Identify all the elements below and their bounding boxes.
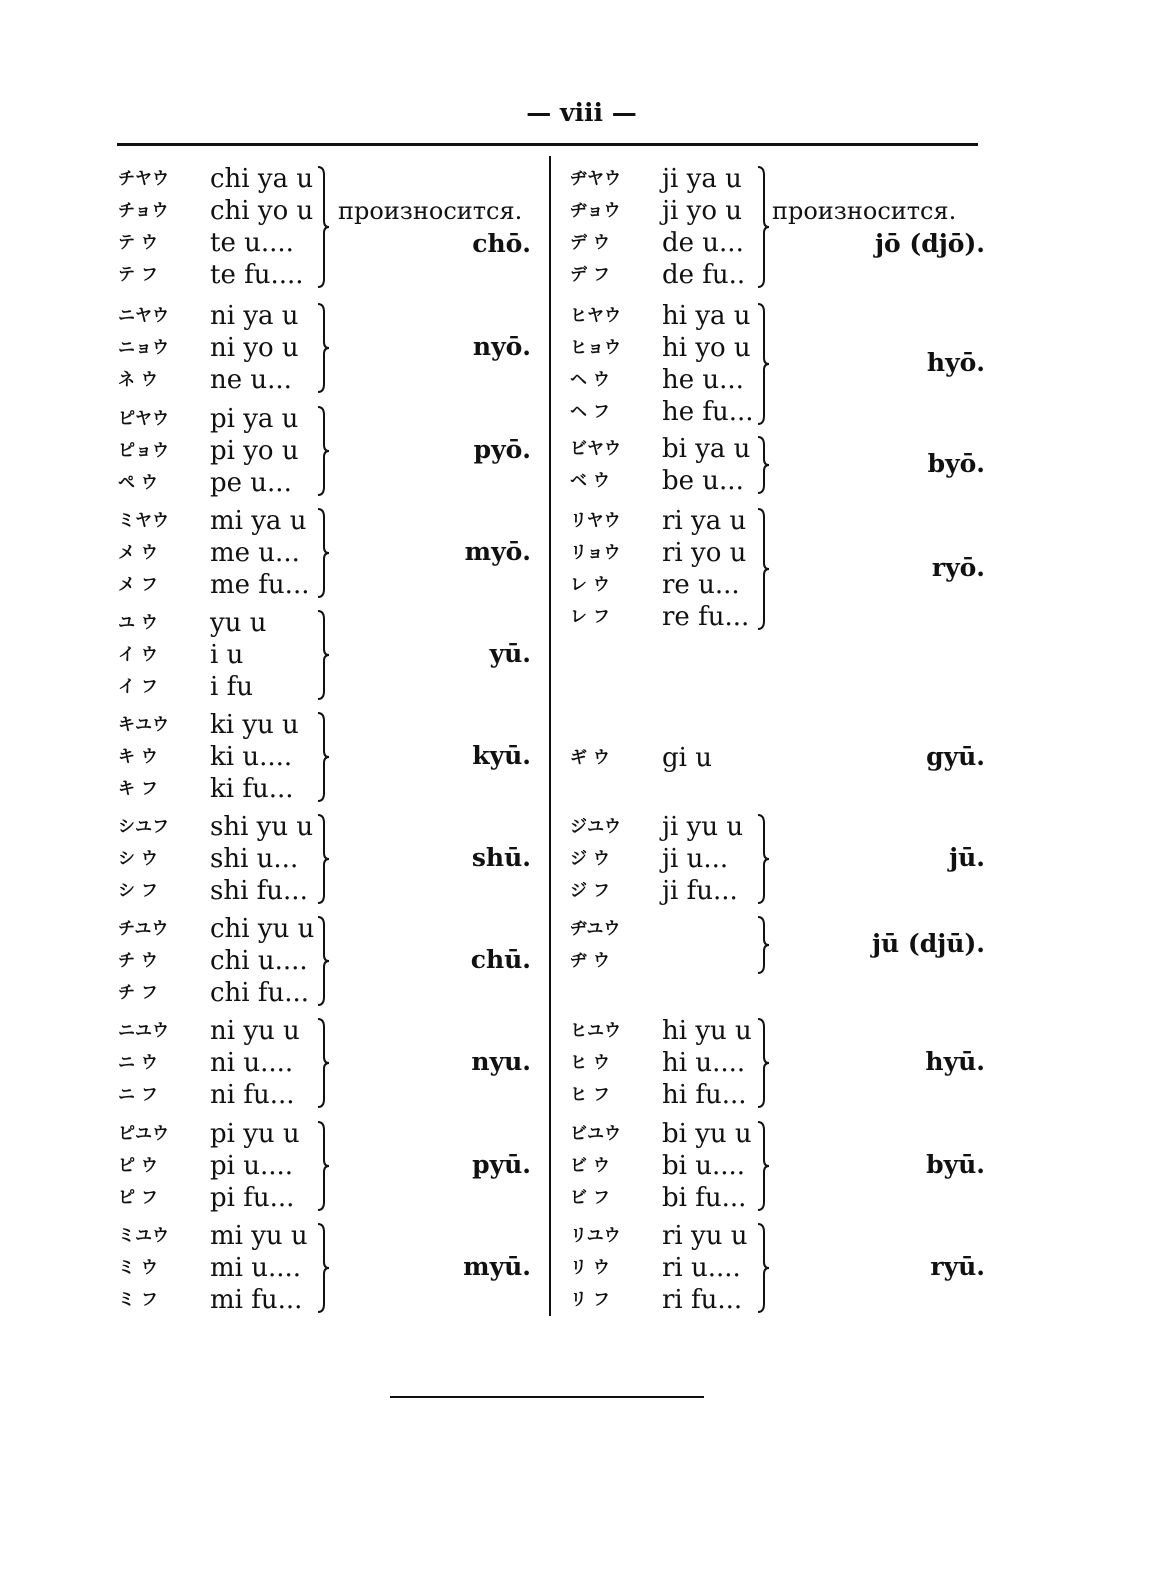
katakana-spelling: ビヤウ bbox=[570, 439, 621, 459]
romanized-spelling: chi u.... bbox=[210, 946, 308, 976]
brace-icon bbox=[756, 1222, 770, 1314]
romanized-spelling: me fu... bbox=[210, 570, 310, 600]
brace-icon bbox=[756, 915, 770, 975]
bottom-rule bbox=[390, 1396, 704, 1398]
brace-icon bbox=[316, 507, 330, 599]
pronunciation-result: nyu. bbox=[471, 1047, 531, 1076]
pronunciation-result: pyō. bbox=[473, 435, 531, 464]
romanized-spelling: bi ya u bbox=[662, 434, 751, 464]
katakana-spelling: ジ ウ bbox=[570, 849, 610, 869]
pronunciation-result: chō. bbox=[472, 229, 531, 258]
pronunciation-result: nyō. bbox=[472, 332, 531, 361]
katakana-spelling: リユウ bbox=[570, 1226, 621, 1246]
romanized-spelling: he u... bbox=[662, 365, 744, 395]
katakana-spelling: ピヤウ bbox=[118, 409, 169, 429]
katakana-spelling: ニョウ bbox=[118, 338, 169, 358]
romanized-spelling: ji ya u bbox=[662, 164, 742, 194]
syllable-group bbox=[118, 505, 531, 601]
romanized-spelling: hi ya u bbox=[662, 301, 751, 331]
romanized-spelling: ni ya u bbox=[210, 301, 299, 331]
brace-icon bbox=[316, 405, 330, 497]
romanized-spelling: gi u bbox=[662, 743, 712, 773]
katakana-spelling: ミユウ bbox=[118, 1226, 169, 1246]
katakana-spelling: メ フ bbox=[118, 575, 158, 595]
romanized-spelling: chi yu u bbox=[210, 914, 315, 944]
syllable-group bbox=[570, 913, 985, 977]
syllable-group bbox=[570, 1015, 985, 1111]
pronunciation-result: hyū. bbox=[925, 1047, 985, 1076]
katakana-spelling: メ ウ bbox=[118, 543, 158, 563]
romanized-spelling: shi u... bbox=[210, 844, 299, 874]
romanized-spelling: pe u... bbox=[210, 468, 292, 498]
katakana-spelling: ピ フ bbox=[118, 1188, 158, 1208]
katakana-spelling: ビユウ bbox=[570, 1124, 621, 1144]
page-number: — viii — bbox=[526, 98, 637, 127]
romanized-spelling: pi yu u bbox=[210, 1119, 300, 1149]
katakana-spelling: ギ ウ bbox=[570, 748, 610, 768]
romanized-spelling: ki fu... bbox=[210, 774, 294, 804]
katakana-spelling: リ フ bbox=[570, 1290, 610, 1310]
pronunciation-result: myū. bbox=[463, 1252, 531, 1281]
katakana-spelling: ミ ウ bbox=[118, 1258, 158, 1278]
pronunciation-result: jū (djū). bbox=[872, 929, 985, 958]
romanized-spelling: shi fu... bbox=[210, 876, 308, 906]
katakana-spelling: ヂ ウ bbox=[570, 951, 610, 971]
romanized-spelling: pi yo u bbox=[210, 436, 299, 466]
katakana-spelling: チ フ bbox=[118, 983, 158, 1003]
syllable-group bbox=[118, 163, 531, 291]
romanized-spelling: chi fu... bbox=[210, 978, 310, 1008]
romanized-spelling: ne u... bbox=[210, 365, 292, 395]
pronunciation-note: произносится. bbox=[772, 197, 957, 225]
romanized-spelling: me u... bbox=[210, 538, 300, 568]
katakana-spelling: ニ ウ bbox=[118, 1053, 158, 1073]
romanized-spelling: pi ya u bbox=[210, 404, 299, 434]
katakana-spelling: シユフ bbox=[118, 817, 169, 837]
pronunciation-result: kyū. bbox=[472, 741, 531, 770]
katakana-spelling: ピユウ bbox=[118, 1124, 169, 1144]
romanized-spelling: ni yo u bbox=[210, 333, 299, 363]
brace-icon bbox=[756, 165, 770, 289]
romanized-spelling: bi u.... bbox=[662, 1151, 746, 1181]
brace-icon bbox=[316, 1017, 330, 1109]
romanized-spelling: bi fu... bbox=[662, 1183, 747, 1213]
romanized-spelling: ri ya u bbox=[662, 506, 747, 536]
katakana-spelling: ジ フ bbox=[570, 881, 610, 901]
romanized-spelling: te fu.... bbox=[210, 260, 304, 290]
katakana-spelling: ネ ウ bbox=[118, 370, 158, 390]
syllable-group bbox=[570, 433, 985, 497]
katakana-spelling: チヤウ bbox=[118, 169, 169, 189]
pronunciation-result: jū. bbox=[949, 843, 985, 872]
pronunciation-result: ryō. bbox=[931, 553, 985, 582]
brace-icon bbox=[316, 1222, 330, 1314]
katakana-spelling: ニユウ bbox=[118, 1021, 169, 1041]
syllable-group bbox=[118, 811, 531, 907]
katakana-spelling: リョウ bbox=[570, 543, 621, 563]
syllable-group bbox=[570, 300, 985, 428]
katakana-spelling: ヒ ウ bbox=[570, 1053, 610, 1073]
katakana-spelling: キ フ bbox=[118, 779, 158, 799]
pronunciation-result: jō (djō). bbox=[875, 229, 985, 258]
syllable-group bbox=[118, 607, 531, 703]
syllable-group bbox=[118, 300, 531, 396]
katakana-spelling: ヒョウ bbox=[570, 338, 621, 358]
katakana-spelling: ビ フ bbox=[570, 1188, 610, 1208]
brace-icon bbox=[316, 915, 330, 1007]
katakana-spelling: ニヤウ bbox=[118, 306, 169, 326]
katakana-spelling: レ ウ bbox=[570, 575, 610, 595]
romanized-spelling: ri yu u bbox=[662, 1221, 748, 1251]
katakana-spelling: シ フ bbox=[118, 881, 158, 901]
pronunciation-result: ryū. bbox=[930, 1252, 985, 1281]
syllable-group bbox=[570, 163, 985, 291]
romanized-spelling: mi fu... bbox=[210, 1285, 303, 1315]
katakana-spelling: イ フ bbox=[118, 677, 158, 697]
romanized-spelling: mi yu u bbox=[210, 1221, 308, 1251]
katakana-spelling: ヘ フ bbox=[570, 402, 610, 422]
syllable-group bbox=[118, 913, 531, 1009]
pronunciation-result: hyō. bbox=[926, 348, 985, 377]
pronunciation-result: pyū. bbox=[472, 1150, 531, 1179]
brace-icon bbox=[316, 711, 330, 803]
katakana-spelling: テ ウ bbox=[118, 233, 158, 253]
katakana-spelling: リ ウ bbox=[570, 1258, 610, 1278]
romanized-spelling: re u... bbox=[662, 570, 740, 600]
romanized-spelling: chi yo u bbox=[210, 196, 314, 226]
romanized-spelling: shi yu u bbox=[210, 812, 314, 842]
pronunciation-note: произносится. bbox=[338, 197, 523, 225]
syllable-group bbox=[118, 403, 531, 499]
katakana-spelling: イ ウ bbox=[118, 645, 158, 665]
katakana-spelling: デ フ bbox=[570, 265, 610, 285]
katakana-spelling: ニ フ bbox=[118, 1085, 158, 1105]
romanized-spelling: hi fu... bbox=[662, 1080, 747, 1110]
romanized-spelling: ji yu u bbox=[662, 812, 744, 842]
romanized-spelling: re fu... bbox=[662, 602, 750, 632]
katakana-spelling: ヒヤウ bbox=[570, 306, 621, 326]
romanized-spelling: ni u.... bbox=[210, 1048, 294, 1078]
romanized-spelling: ni yu u bbox=[210, 1016, 300, 1046]
pronunciation-result: yū. bbox=[489, 639, 531, 668]
romanized-spelling: de u... bbox=[662, 228, 744, 258]
katakana-spelling: ビ ウ bbox=[570, 1156, 610, 1176]
pronunciation-result: myō. bbox=[464, 537, 531, 566]
syllable-group bbox=[118, 1015, 531, 1111]
top-rule bbox=[117, 143, 978, 146]
katakana-spelling: ヒ フ bbox=[570, 1085, 610, 1105]
katakana-spelling: チユウ bbox=[118, 919, 169, 939]
romanized-spelling: yu u bbox=[210, 608, 267, 638]
brace-icon bbox=[316, 1120, 330, 1212]
katakana-spelling: ペ ウ bbox=[118, 473, 158, 493]
katakana-spelling: キユウ bbox=[118, 715, 169, 735]
katakana-spelling: ベ ウ bbox=[570, 471, 610, 491]
katakana-spelling: ヘ ウ bbox=[570, 370, 610, 390]
syllable-group bbox=[118, 709, 531, 805]
romanized-spelling: ji yo u bbox=[662, 196, 742, 226]
romanized-spelling: he fu... bbox=[662, 397, 754, 427]
brace-icon bbox=[316, 813, 330, 905]
brace-icon bbox=[756, 1120, 770, 1212]
romanized-spelling: be u... bbox=[662, 466, 744, 496]
romanized-spelling: de fu.. bbox=[662, 260, 746, 290]
syllable-group bbox=[570, 505, 985, 633]
brace-icon bbox=[316, 609, 330, 701]
brace-icon bbox=[756, 813, 770, 905]
katakana-spelling: ピョウ bbox=[118, 441, 169, 461]
romanized-spelling: chi ya u bbox=[210, 164, 314, 194]
romanized-spelling: mi ya u bbox=[210, 506, 307, 536]
pronunciation-result: chū. bbox=[470, 945, 531, 974]
pronunciation-result: shū. bbox=[471, 843, 531, 872]
katakana-spelling: テ フ bbox=[118, 265, 158, 285]
romanized-spelling: ki u.... bbox=[210, 742, 293, 772]
romanized-spelling: ni fu... bbox=[210, 1080, 295, 1110]
romanized-spelling: ji fu... bbox=[662, 876, 738, 906]
romanized-spelling: bi yu u bbox=[662, 1119, 752, 1149]
brace-icon bbox=[756, 507, 770, 631]
katakana-spelling: レ フ bbox=[570, 607, 610, 627]
syllable-group bbox=[118, 1118, 531, 1214]
romanized-spelling: ji u... bbox=[662, 844, 729, 874]
katakana-spelling: ジユウ bbox=[570, 817, 621, 837]
katakana-spelling: ヂョウ bbox=[570, 201, 621, 221]
syllable-group bbox=[118, 1220, 531, 1316]
romanized-spelling: i u bbox=[210, 640, 244, 670]
romanized-spelling: mi u.... bbox=[210, 1253, 302, 1283]
katakana-spelling: デ ウ bbox=[570, 233, 610, 253]
katakana-spelling: ヂユウ bbox=[570, 919, 621, 939]
katakana-spelling: シ ウ bbox=[118, 849, 158, 869]
romanized-spelling: ri u.... bbox=[662, 1253, 741, 1283]
brace-icon bbox=[316, 302, 330, 394]
romanized-spelling: hi yo u bbox=[662, 333, 751, 363]
romanized-spelling: ki yu u bbox=[210, 710, 299, 740]
brace-icon bbox=[756, 435, 770, 495]
syllable-group bbox=[570, 1118, 985, 1214]
katakana-spelling: キ ウ bbox=[118, 747, 158, 767]
romanized-spelling: hi u.... bbox=[662, 1048, 746, 1078]
syllable-group bbox=[570, 1220, 985, 1316]
katakana-spelling: チョウ bbox=[118, 201, 169, 221]
pronunciation-result: byū. bbox=[926, 1150, 985, 1179]
katakana-spelling: ミヤウ bbox=[118, 511, 169, 531]
brace-icon bbox=[316, 165, 330, 289]
column-divider bbox=[549, 156, 551, 1316]
romanized-spelling: pi u.... bbox=[210, 1151, 294, 1181]
katakana-spelling: リヤウ bbox=[570, 511, 621, 531]
romanized-spelling: hi yu u bbox=[662, 1016, 752, 1046]
pronunciation-result: gyū. bbox=[926, 742, 985, 771]
brace-icon bbox=[756, 1017, 770, 1109]
katakana-spelling: ヒユウ bbox=[570, 1021, 621, 1041]
pronunciation-result: byō. bbox=[927, 449, 985, 478]
brace-icon bbox=[756, 302, 770, 426]
syllable-group bbox=[570, 742, 985, 774]
romanized-spelling: te u.... bbox=[210, 228, 294, 258]
romanized-spelling: pi fu... bbox=[210, 1183, 295, 1213]
katakana-spelling: チ ウ bbox=[118, 951, 158, 971]
romanized-spelling: ri yo u bbox=[662, 538, 747, 568]
syllable-group bbox=[570, 811, 985, 907]
katakana-spelling: ミ フ bbox=[118, 1290, 158, 1310]
romanized-spelling: i fu bbox=[210, 672, 253, 702]
katakana-spelling: ユ ウ bbox=[118, 613, 158, 633]
katakana-spelling: ヂヤウ bbox=[570, 169, 621, 189]
romanized-spelling: ri fu... bbox=[662, 1285, 743, 1315]
katakana-spelling: ピ ウ bbox=[118, 1156, 158, 1176]
